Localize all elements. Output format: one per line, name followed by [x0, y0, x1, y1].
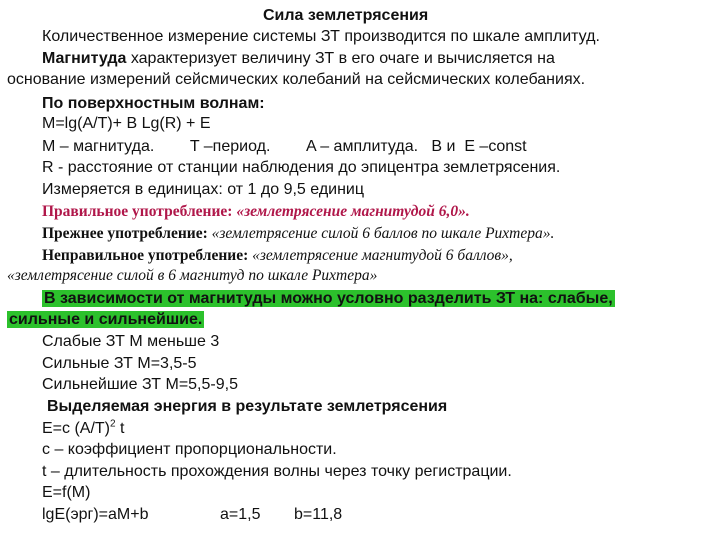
- magnitude-continuation: основание измерений сейсмических колебаний на сейсмических колебаниях.: [7, 71, 586, 88]
- classification-highlight-1: В зависимости от магнитуды можно условно разделить ЗТ на: слабые,: [44, 290, 613, 307]
- former-usage-line: [42, 224, 554, 243]
- wrong-usage-line: [42, 246, 513, 265]
- weak-class: Слабые ЗТ М меньше 3: [42, 333, 220, 350]
- energy-heading: Выделяемая энергия в результате землетрясения: [47, 398, 448, 415]
- energy-function: E=f(M): [42, 484, 91, 501]
- energy-formula-exponent: 2: [110, 418, 116, 430]
- intro-text: Количественное измерение системы ЗТ производится по шкале амплитуд.: [42, 28, 600, 45]
- c-definition: c – коэффициент пропорциональности.: [42, 441, 337, 458]
- classification-line-2: [7, 310, 204, 329]
- page-title: Сила землетрясения: [263, 7, 429, 24]
- magnitude-description: характеризует величину ЗТ в его очаге и вычисляется на: [126, 50, 555, 67]
- r-definition: R - расстояние от станции наблюдения до эпицентра землетрясения.: [42, 159, 561, 176]
- variable-definitions: M – магнитуда. T –период. A – амплитуда. B и E –const: [42, 138, 527, 155]
- former-usage-label: Прежнее употребление:: [42, 225, 212, 242]
- surface-waves-heading: По поверхностным волнам:: [42, 95, 265, 112]
- magnitude-line: [42, 49, 555, 68]
- magnitude-term: Магнитуда: [42, 50, 127, 67]
- energy-formula-tail: t: [115, 420, 125, 437]
- energy-formula-base: E=c (A/T): [42, 420, 111, 437]
- wrong-usage-label: Неправильное употребление:: [42, 247, 253, 264]
- magnitude-formula: M=lg(A/T)+ B Lg(R) + E: [42, 115, 211, 132]
- b-value: b=11,8: [294, 506, 343, 523]
- t-definition: t – длительность прохождения волны через точку регистрации.: [42, 463, 512, 480]
- classification-line-1: [42, 289, 615, 308]
- wrong-usage-example-2: «землетрясение силой в 6 магнитуд по шкале Рихтера»: [7, 267, 378, 284]
- energy-formula: [42, 419, 124, 438]
- log-energy-formula: lgE(эрг)=aM+b: [42, 506, 149, 523]
- strongest-class: Сильнейшие ЗТ М=5,5-9,5: [42, 376, 238, 393]
- wrong-usage-example-1: «землетрясение магнитудой 6 баллов»,: [252, 247, 513, 264]
- correct-usage-label: Правильное употребление:: [42, 203, 237, 220]
- classification-highlight-2: сильные и сильнейшие.: [9, 311, 203, 328]
- a-value: a=1,5: [220, 506, 261, 523]
- former-usage-example: «землетрясение силой 6 баллов по шкале Рихтера».: [211, 225, 555, 242]
- strong-class: Сильные ЗТ М=3,5-5: [42, 355, 197, 372]
- units-text: Измеряется в единицах: от 1 до 9,5 единиц: [42, 181, 365, 198]
- correct-usage-line: [42, 202, 470, 221]
- correct-usage-example: «землетрясение магнитудой 6,0».: [236, 203, 470, 220]
